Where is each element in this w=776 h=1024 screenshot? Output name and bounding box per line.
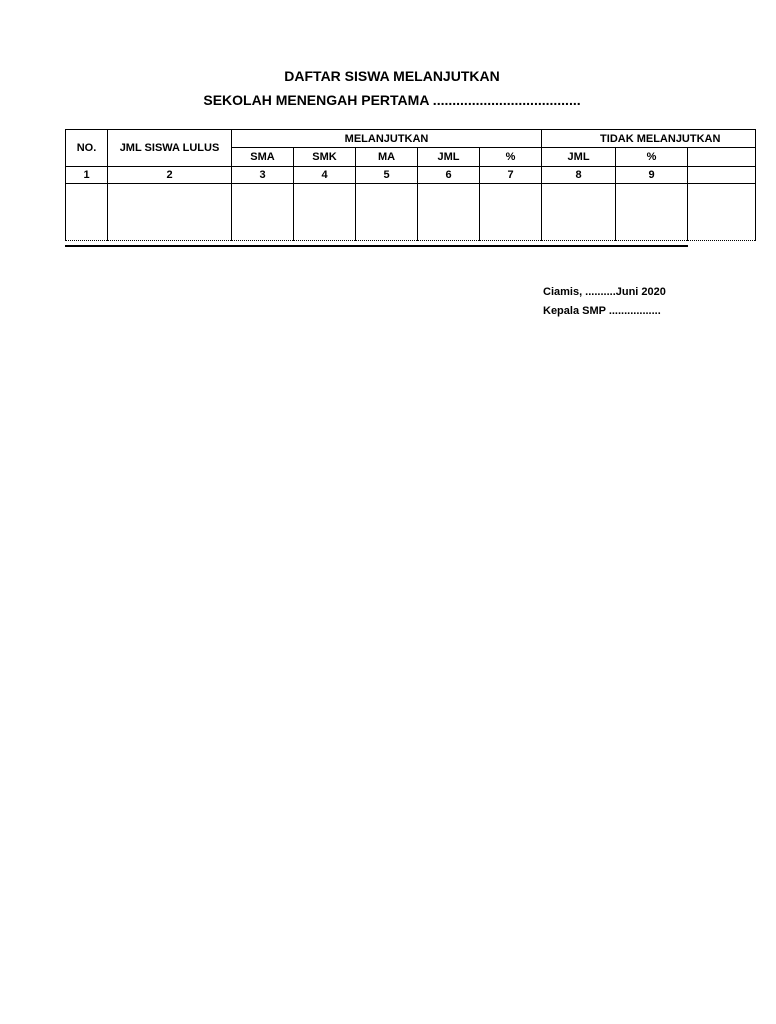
table-cell[interactable] [480, 184, 542, 241]
column-number: 2 [108, 167, 232, 184]
column-number: 9 [616, 167, 688, 184]
header-tidak-melanjutkan-label: TIDAK MELANJUTKAN [600, 132, 721, 145]
table-cell[interactable] [294, 184, 356, 241]
table-cell[interactable] [232, 184, 294, 241]
column-number: 7 [480, 167, 542, 184]
column-number: 1 [66, 167, 108, 184]
column-number: 8 [542, 167, 616, 184]
table-bottom-border [65, 245, 688, 247]
subheader-blank [688, 148, 756, 167]
table-cell[interactable] [418, 184, 480, 241]
table-cell[interactable] [66, 184, 108, 241]
column-number [688, 167, 756, 184]
header-no: NO. [66, 130, 108, 167]
column-number: 3 [232, 167, 294, 184]
subheader-jml-melanjutkan: JML [418, 148, 480, 167]
header-melanjutkan: MELANJUTKAN [232, 130, 542, 148]
table-cell[interactable] [356, 184, 418, 241]
header-tidak-melanjutkan [542, 130, 756, 148]
document-title: DAFTAR SISWA MELANJUTKAN [284, 68, 500, 84]
subheader-sma: SMA [232, 148, 294, 167]
subheader-jml-tidak: JML [542, 148, 616, 167]
student-table-viewport [65, 129, 721, 247]
column-number-row [66, 167, 756, 184]
table-cell[interactable] [542, 184, 616, 241]
table-cell[interactable] [108, 184, 232, 241]
table-cell[interactable] [616, 184, 688, 241]
subheader-smk: SMK [294, 148, 356, 167]
signature-title: Kepala SMP ................. [543, 305, 661, 317]
column-number: 5 [356, 167, 418, 184]
signature-place-date: Ciamis, ..........Juni 2020 [543, 286, 666, 298]
column-number: 6 [418, 167, 480, 184]
student-table [65, 129, 756, 241]
subheader-ma: MA [356, 148, 418, 167]
column-number: 4 [294, 167, 356, 184]
header-jml-siswa-lulus: JML SISWA LULUS [108, 130, 232, 167]
table-row [66, 184, 756, 241]
subheader-percent-melanjutkan: % [480, 148, 542, 167]
document-subtitle: SEKOLAH MENENGAH PERTAMA ...................................... [203, 92, 581, 108]
table-cell[interactable] [688, 184, 756, 241]
header-row-1 [66, 130, 756, 148]
subheader-percent-tidak: % [616, 148, 688, 167]
